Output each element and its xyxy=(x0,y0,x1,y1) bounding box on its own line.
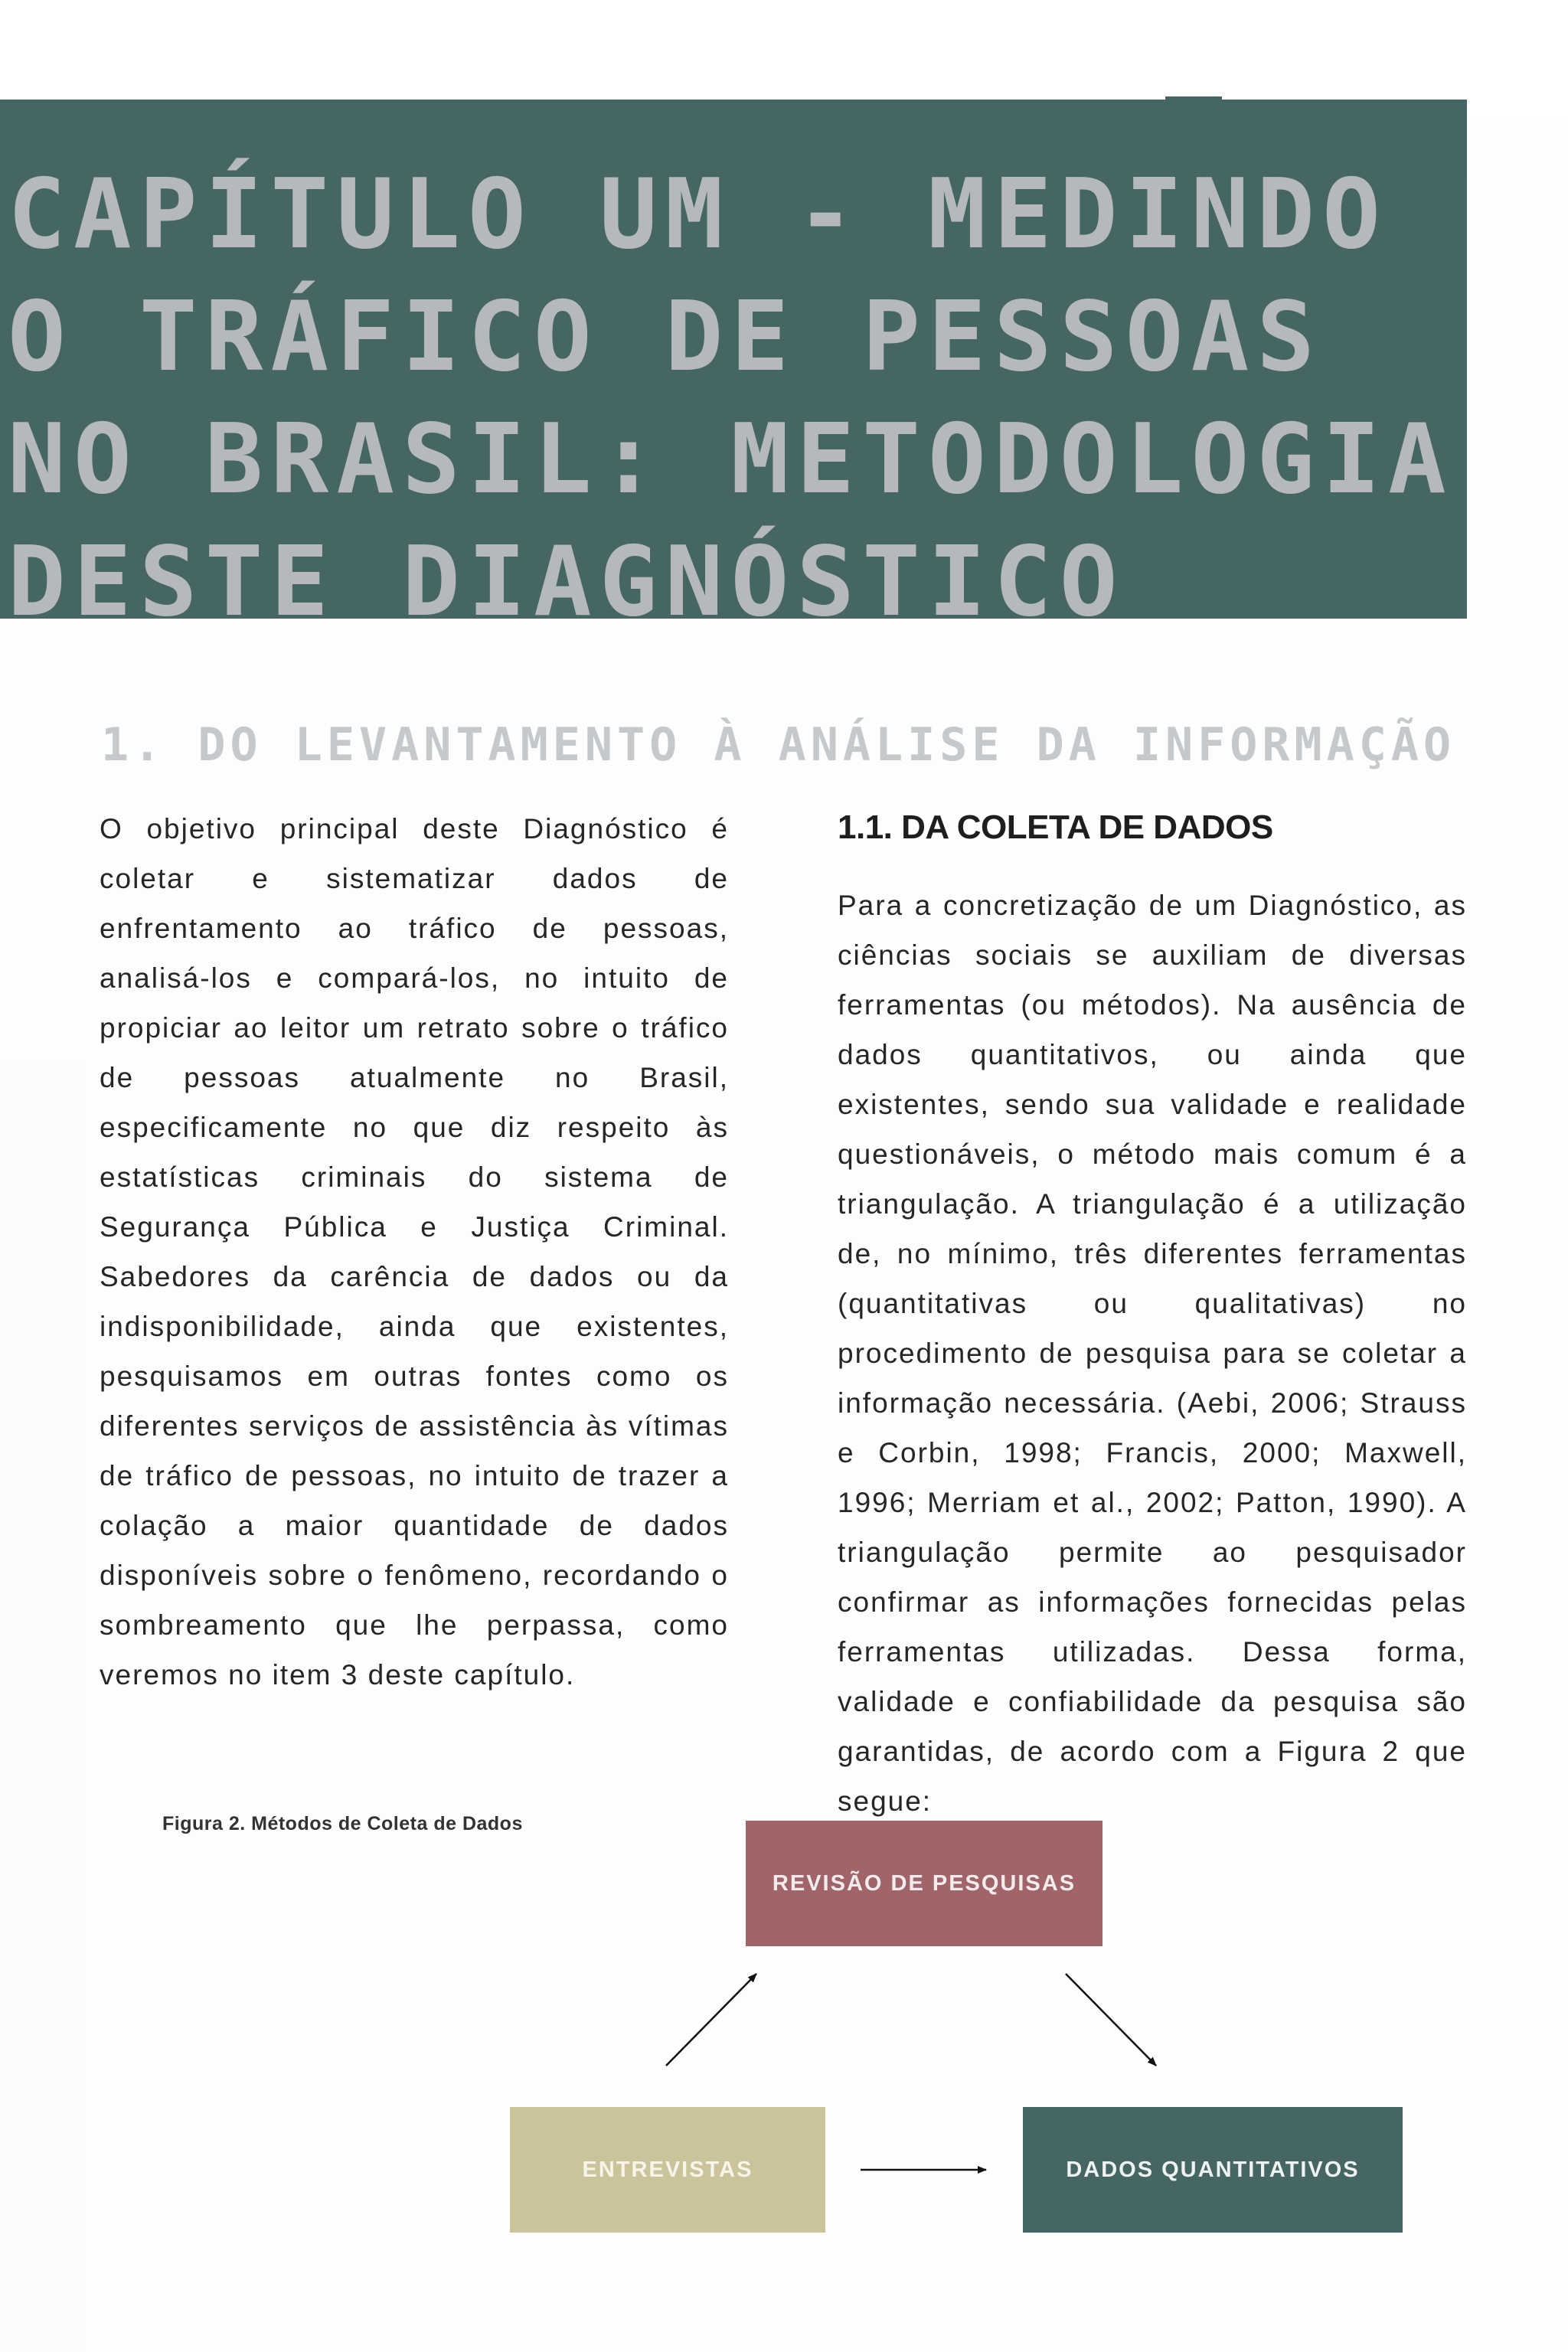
section-heading: 1. DO LEVANTAMENTO À ANÁLISE DA INFORMAÇÃO xyxy=(101,718,1456,772)
node-revisao-de-pesquisas xyxy=(746,1821,1102,1946)
node-dados-quantitativos xyxy=(1023,2107,1403,2233)
chapter-title: CAPÍTULO UM - MEDINDO O TRÁFICO DE PESSOAS NO BRASIL: METODOLOGIA DESTE DIAGNÓSTICO xyxy=(8,158,1454,619)
node-dados-label: DADOS QUANTITATIVOS xyxy=(1066,2157,1360,2182)
right-column-text: Para a concretização de um Diagnóstico, as ciências sociais se auxiliam de diversas ferramentas (ou métodos). Na ausência de dados quantitativos, ou ainda que existentes, sendo sua validade e realidade questionáveis, o método mais comum é a triangulação. A triangulação é a utilização de, no mínimo, três diferentes ferramentas (quantitativas ou qualitativas) no procedimento de pesquisa para se coletar a informação necessária. (Aebi, 2006; Strauss e Corbin, 1998; Francis, 2000; Maxwell, 1996; Merriam et al., 2002; Patton, 1990). A triangulação permite ao pesquisador confirmar as informações fornecidas pelas ferramentas utilizadas. Dessa forma, validade e confiabilidade da pesquisa são garantidas, de acordo com a Figura 2 que segue: xyxy=(838,890,1467,1817)
node-entrevistas-label: ENTREVISTAS xyxy=(582,2157,753,2182)
left-column-text: O objetivo principal deste Diagnóstico é coletar e sistematizar dados de enfrentamento ao tráfico de pessoas, analisá-los e compará-los, no intuito de propiciar ao leitor um retrato sobre o tráfico de pessoas atualmente no Brasil, especificamente no que diz respeito às estatísticas criminais do sistema de Segurança Pública e Justiça Criminal. Sabedores da carência de dados ou da indisponibilidade, ainda que existentes, pesquisamos em outras fontes como os diferentes serviços de assistência às vítimas de tráfico de pessoas, no intuito de trazer a colação a maior quantidade de dados disponíveis sobre o fenômeno, recordando o sombreamento que lhe perpassa, como veremos no item 3 deste capítulo. xyxy=(100,813,729,1690)
node-entrevistas xyxy=(510,2107,825,2233)
figure-caption: Figura 2. Métodos de Coleta de Dados xyxy=(162,1813,523,1834)
chapter-title-area xyxy=(0,100,1467,619)
node-revisao-label: REVISÃO DE PESQUISAS xyxy=(772,1870,1076,1896)
subsection-heading: 1.1. DA COLETA DE DADOS xyxy=(838,808,1273,846)
